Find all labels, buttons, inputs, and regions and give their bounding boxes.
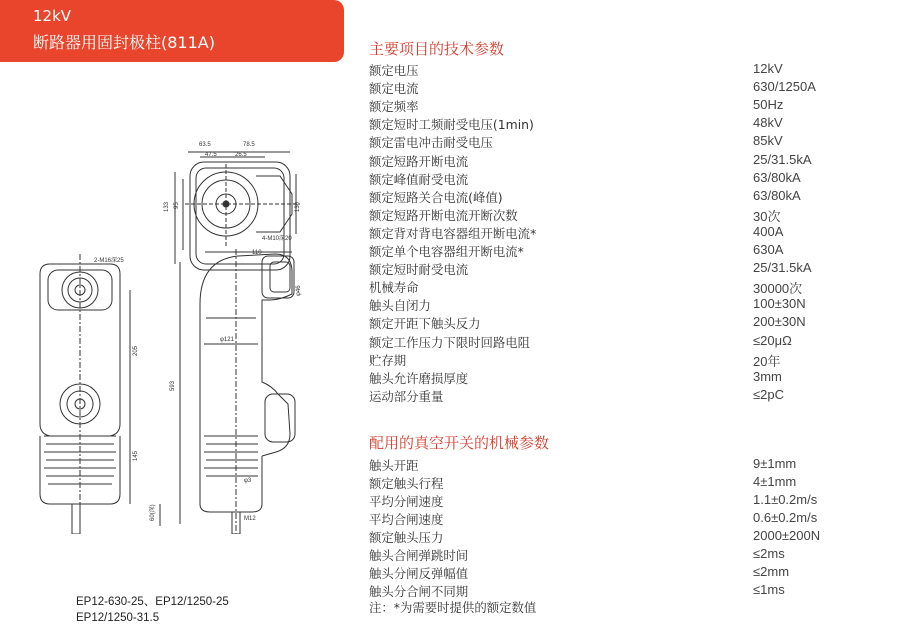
param-row [369, 278, 849, 296]
param-row [369, 260, 849, 278]
param-label: 额定峰值耐受电流 [369, 171, 469, 187]
param-value: 0.6±0.2m/s [753, 510, 818, 525]
param-value: 2000±200N [753, 528, 821, 543]
param-row [369, 115, 849, 133]
param-value: 9±1mm [753, 456, 797, 471]
param-value: 30次 [753, 208, 781, 224]
footnote: 注：*为需要时提供的额定数值 [369, 600, 537, 615]
param-value: ≤2pC [753, 386, 784, 402]
param-value: 25/31.5kA [753, 260, 812, 276]
param-row [369, 79, 849, 97]
top-view [164, 142, 301, 270]
param-label: 触头允许磨损厚度 [369, 370, 469, 386]
param-value: 630A [753, 242, 784, 257]
param-row [369, 528, 849, 546]
param-value: 63/80kA [753, 169, 801, 185]
voltage-title: 12kV [33, 7, 72, 25]
param-row [369, 474, 849, 492]
param-value: 12kV [753, 61, 783, 76]
param-row [369, 61, 849, 79]
side-view [148, 249, 302, 534]
dim-label: 63.5 [199, 142, 211, 148]
param-value: 200±30N [753, 314, 806, 330]
param-row [369, 456, 849, 474]
param-label: 额定触头压力 [369, 530, 444, 545]
dim-label: 47.5 [205, 152, 217, 158]
param-row [369, 296, 849, 314]
product-title: 断路器用固封极柱(811A) [33, 33, 215, 52]
param-label: 贮存期 [369, 352, 407, 368]
param-label: 触头分合闸不同期 [369, 584, 469, 599]
dim-label: 110 [252, 250, 262, 256]
param-value: 3mm [753, 368, 782, 384]
param-row [369, 152, 849, 170]
technical-drawing [0, 64, 350, 534]
param-value: 50Hz [753, 97, 784, 113]
param-label: 机械寿命 [369, 280, 419, 296]
dim-label: 130 [295, 201, 301, 212]
section-title-main-params: 主要项目的技术参数 [369, 40, 505, 58]
param-label: 触头自闭力 [369, 298, 431, 314]
param-row [369, 333, 849, 351]
param-row [369, 188, 849, 206]
param-label: 额定触头行程 [369, 476, 444, 491]
param-label: 平均合闸速度 [369, 512, 444, 527]
dim-label: 4-M10深20 [262, 236, 292, 242]
title-banner [0, 0, 344, 62]
param-row [369, 97, 849, 115]
param-label: 额定雷电冲击耐受电压 [369, 135, 493, 151]
dim-label: 593 [170, 380, 176, 391]
param-label: 额定短时耐受电流 [369, 262, 469, 278]
param-label: 额定工作压力下限时回路电阻 [369, 334, 531, 350]
param-row [369, 369, 849, 387]
param-label: 额定短时工频耐受电压(1min) [369, 117, 534, 133]
dim-label: φ3 [244, 478, 252, 484]
param-row [369, 206, 849, 224]
param-value: 48kV [753, 115, 783, 131]
dim-label: 60(深) [150, 504, 156, 521]
param-label: 触头合闸弹跳时间 [369, 548, 469, 563]
param-value: ≤2ms [753, 546, 785, 561]
param-label: 触头分闸反弹幅值 [369, 566, 469, 581]
dim-label: M12 [244, 516, 256, 522]
dim-label: 205 [133, 345, 139, 356]
param-value: 1.1±0.2m/s [753, 492, 818, 507]
section-title-mechanical-params: 配用的真空开关的机械参数 [369, 434, 550, 452]
param-label: 额定电流 [369, 81, 419, 97]
param-row [369, 133, 849, 151]
param-label: 额定单个电容器组开断电流* [369, 244, 524, 259]
param-row [369, 351, 849, 369]
param-row [369, 564, 849, 582]
param-value: ≤20μΩ [753, 332, 792, 348]
param-value: 85kV [753, 133, 783, 149]
param-label: 额定背对背电容器组开断电流* [369, 225, 537, 241]
param-value: 630/1250A [753, 79, 816, 95]
dim-label: 26.5 [235, 152, 247, 158]
param-label: 触头开距 [369, 458, 419, 473]
dim-label: 2-M16深25 [94, 258, 124, 264]
param-row [369, 314, 849, 332]
param-row [369, 510, 849, 528]
dim-label: 78.5 [243, 142, 255, 148]
dim-label: 133 [164, 201, 170, 212]
param-row [369, 242, 849, 260]
param-label: 额定开距下触头反力 [369, 316, 481, 332]
model-line-2: EP12/1250-31.5 [76, 612, 160, 624]
dim-label: 95 [174, 202, 180, 209]
param-row [369, 546, 849, 564]
dim-label: φ121 [220, 337, 234, 343]
param-label: 额定短路关合电流(峰值) [369, 189, 503, 205]
param-row [369, 492, 849, 510]
param-value: 100±30N [753, 296, 806, 312]
param-row [369, 387, 849, 405]
model-line-1: EP12-630-25、EP12/1250-25 [76, 596, 229, 608]
param-value: 25/31.5kA [753, 151, 812, 167]
param-label: 额定短路开断电流开断次数 [369, 207, 518, 223]
front-view [40, 254, 139, 534]
param-label: 平均分闸速度 [369, 494, 444, 509]
param-label: 额定频率 [369, 99, 419, 115]
dim-label: 145 [133, 450, 139, 461]
param-row [369, 170, 849, 188]
param-label: 运动部分重量 [369, 388, 444, 404]
dim-label: φ46 [296, 285, 302, 296]
param-label: 额定电压 [369, 63, 419, 78]
param-row [369, 224, 849, 242]
param-value: 20年 [753, 353, 781, 369]
param-value: 400A [753, 223, 784, 239]
param-value: ≤2mm [753, 564, 790, 579]
param-label: 额定短路开断电流 [369, 153, 469, 169]
param-value: 30000次 [753, 281, 803, 297]
param-value: 4±1mm [753, 474, 797, 489]
param-value: ≤1ms [753, 582, 785, 597]
param-value: 63/80kA [753, 187, 801, 203]
